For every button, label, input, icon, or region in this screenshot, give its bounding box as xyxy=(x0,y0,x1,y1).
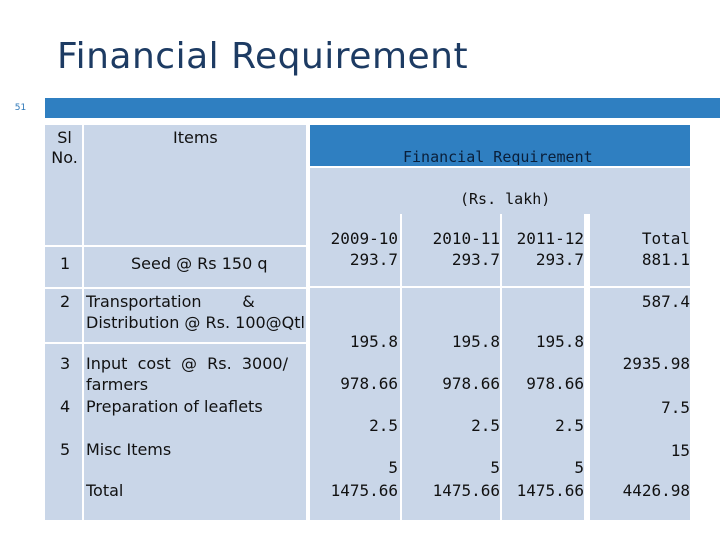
row1-item: Seed @ Rs 150 q xyxy=(131,254,268,273)
unit-header: (Rs. lakh) xyxy=(460,190,551,208)
row5-sl: 5 xyxy=(60,440,71,459)
total-v3: 1475.66 xyxy=(516,481,584,500)
row4-v1: 2.5 xyxy=(369,416,398,435)
row3-v2: 978.66 xyxy=(442,374,500,393)
row1-sl: 1 xyxy=(60,254,71,273)
row3-total: 2935.98 xyxy=(622,354,690,373)
year-2010-11: 2010-11 xyxy=(432,229,500,248)
row-divider xyxy=(45,342,306,344)
row4-sl: 4 xyxy=(60,397,71,416)
row3-v3: 978.66 xyxy=(526,374,584,393)
row1-v3: 293.7 xyxy=(535,250,584,269)
total-v2: 1475.66 xyxy=(432,481,500,500)
row2-sl: 2 xyxy=(60,292,71,311)
row5-v1: 5 xyxy=(388,458,398,477)
row2-v1: 195.8 xyxy=(349,332,398,351)
total-label: Total xyxy=(86,481,124,500)
row5-v2: 5 xyxy=(490,458,500,477)
row4-v3: 2.5 xyxy=(555,416,584,435)
row2-item-line1: Transportation & xyxy=(86,292,255,311)
row1-v1: 293.7 xyxy=(349,250,398,269)
slide-number: 51 xyxy=(0,98,41,118)
row1-total: 881.1 xyxy=(641,250,690,269)
row5-v3: 5 xyxy=(574,458,584,477)
row-divider xyxy=(310,286,690,288)
row5-item: Misc Items xyxy=(86,440,172,459)
row3-item-line2: farmers xyxy=(86,375,149,394)
row5-total: 15 xyxy=(670,441,690,460)
total-v1: 1475.66 xyxy=(330,481,398,500)
row3-sl: 3 xyxy=(60,354,71,373)
row4-item: Preparation of leaflets xyxy=(86,397,263,416)
row3-v1: 978.66 xyxy=(340,374,398,393)
total-grand: 4426.98 xyxy=(622,481,690,500)
row-divider xyxy=(45,245,306,247)
row4-v2: 2.5 xyxy=(471,416,500,435)
fin-req-header: Financial Requirement xyxy=(403,148,593,166)
year-2009-10: 2009-10 xyxy=(330,229,398,248)
row2-v3: 195.8 xyxy=(535,332,584,351)
row2-v2: 195.8 xyxy=(451,332,500,351)
row2-total: 587.4 xyxy=(641,292,690,311)
total-header: Total xyxy=(641,229,690,248)
accent-bar xyxy=(45,98,720,118)
year-2011-12: 2011-12 xyxy=(516,229,584,248)
page-title: Financial Requirement xyxy=(57,36,469,77)
items-header: Items xyxy=(173,128,218,147)
row4-total: 7.5 xyxy=(661,398,690,417)
row-divider xyxy=(45,287,306,289)
title-bar xyxy=(0,98,720,118)
sl-no-header: Sl No. xyxy=(51,128,78,167)
row3-item-line1: Input cost @ Rs. 3000/ xyxy=(86,354,288,373)
row2-item-line2: Distribution @ Rs. 100@Qtl xyxy=(86,313,305,332)
row1-v2: 293.7 xyxy=(451,250,500,269)
